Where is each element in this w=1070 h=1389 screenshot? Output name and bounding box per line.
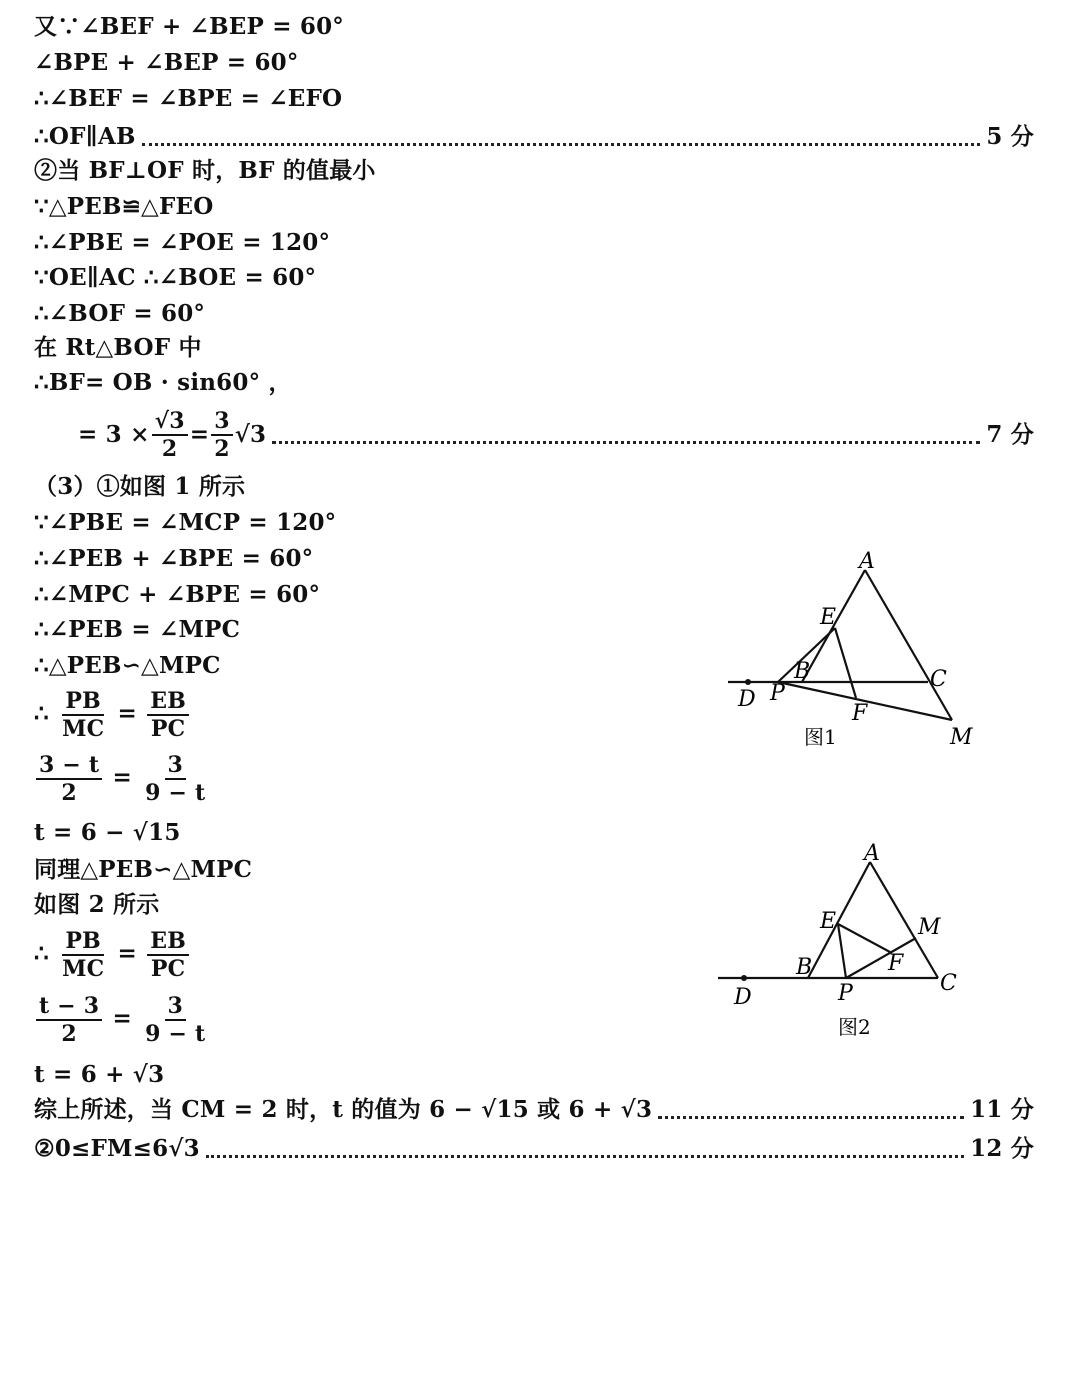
score-12: 12 分 [970, 1135, 1034, 1162]
label-m: M [918, 915, 941, 940]
numerator: 3 [211, 408, 233, 436]
fraction [211, 408, 233, 462]
denominator: PC [150, 716, 186, 742]
figure-2 [710, 838, 970, 1043]
line-02: ∠BPE + ∠BEP = 60° [34, 49, 299, 76]
line-24 [34, 928, 191, 982]
fraction [142, 752, 208, 806]
numerator: 3 [165, 993, 187, 1021]
line-08: ∵OE∥AC ∴∠BOE = 60° [34, 264, 317, 291]
denominator: PC [150, 956, 186, 982]
line-11: ∴BF= OB · sin60° ， [34, 369, 292, 396]
line-27-text: 综上所述，当 CM = 2 时，t 的值为 6 − √15 或 6 + √3 [34, 1096, 653, 1123]
label-e: E [820, 605, 837, 630]
segment-ef [838, 924, 890, 952]
line-10: 在 Rt△BOF 中 [34, 334, 202, 361]
line-14: ∵∠PBE = ∠MCP = 120° [34, 509, 337, 536]
dotted-leader [272, 427, 980, 444]
dotted-leader [206, 1141, 964, 1158]
numerator: PB [62, 688, 104, 716]
figure-1 [720, 548, 990, 763]
label-p: P [770, 681, 785, 706]
line-19 [34, 688, 191, 742]
denominator: 9 − t [145, 1021, 206, 1047]
line-25 [34, 993, 210, 1047]
line-15: ∴∠PEB + ∠BPE = 60° [34, 545, 314, 572]
side-ab [808, 862, 870, 978]
line-12 [78, 408, 1034, 462]
label-f: F [852, 701, 868, 726]
fraction [59, 688, 107, 742]
dotted-leader [658, 1102, 964, 1119]
fraction [147, 688, 189, 742]
numerator: 3 [165, 752, 187, 780]
therefore: ∴ [34, 700, 49, 727]
label-d: D [738, 687, 756, 712]
equals: = [112, 764, 132, 791]
line-17: ∴∠PEB = ∠MPC [34, 616, 241, 643]
equals: = [117, 700, 138, 727]
figure-2-caption: 图2 [838, 1015, 871, 1039]
segment-pm [846, 938, 916, 978]
score-7: 7 分 [986, 421, 1034, 448]
denominator: 2 [61, 1021, 77, 1047]
point-d [745, 679, 751, 685]
label-f: F [888, 951, 904, 976]
fraction [36, 993, 102, 1047]
denominator: 2 [161, 436, 178, 462]
line-03: ∴∠BEF = ∠BPE = ∠EFO [34, 85, 343, 112]
denominator: MC [62, 716, 105, 742]
dotted-leader [142, 129, 981, 146]
numerator: PB [62, 928, 104, 956]
label-a: A [859, 549, 875, 574]
figure-1-caption: 图1 [804, 725, 837, 749]
label-d: D [734, 985, 752, 1010]
line-22: 同理△PEB∽△MPC [34, 856, 253, 883]
label-e: E [820, 909, 837, 934]
line-09: ∴∠BOF = 60° [34, 300, 206, 327]
denominator: 9 − t [145, 780, 206, 806]
line-07: ∴∠PBE = ∠POE = 120° [34, 229, 331, 256]
side-ac [865, 570, 930, 682]
equals: = [117, 940, 138, 967]
line-28-text: ②0≤FM≤6√3 [34, 1135, 200, 1162]
numerator: EB [147, 928, 189, 956]
line-28 [34, 1134, 1034, 1164]
numerator: EB [147, 688, 189, 716]
equals: = [112, 1005, 132, 1032]
line-05: ②当 BF⊥OF 时，BF 的值最小 [34, 157, 376, 184]
line-23: 如图 2 所示 [34, 891, 160, 918]
label-m: M [950, 725, 973, 750]
segment-ep [838, 924, 846, 978]
fraction [59, 928, 107, 982]
line-21: t = 6 − √15 [34, 819, 181, 846]
label-b: B [796, 955, 813, 980]
line-27 [34, 1095, 1034, 1125]
label-b: B [794, 659, 811, 684]
numerator: √3 [152, 408, 188, 436]
label-c: C [930, 667, 947, 692]
line-18: ∴△PEB∽△MPC [34, 652, 221, 679]
line-06: ∵△PEB≌△FEO [34, 193, 214, 220]
fraction [36, 752, 102, 806]
label-a: A [864, 841, 880, 866]
line-20 [34, 752, 210, 806]
line-01: 又∵∠BEF + ∠BEP = 60° [34, 13, 344, 40]
line-26: t = 6 + √3 [34, 1061, 165, 1088]
point-d [741, 975, 747, 981]
denominator: 2 [214, 436, 230, 462]
line-12-post: √3 [234, 421, 267, 448]
line-04 [34, 122, 1034, 152]
score-5: 5 分 [986, 123, 1034, 150]
denominator: 2 [61, 780, 77, 806]
fraction [147, 928, 189, 982]
fraction [152, 408, 188, 462]
score-11: 11 分 [970, 1096, 1034, 1123]
numerator: t − 3 [36, 993, 102, 1021]
label-p: P [838, 981, 853, 1006]
therefore: ∴ [34, 940, 49, 967]
line-16: ∴∠MPC + ∠BPE = 60° [34, 581, 321, 608]
segment-ef [835, 628, 856, 698]
label-c: C [940, 971, 957, 996]
fraction [142, 993, 208, 1047]
equals: = [189, 421, 210, 448]
numerator: 3 − t [36, 752, 102, 780]
line-13: （3）①如图 1 所示 [34, 473, 246, 500]
line-04-text: ∴OF∥AB [34, 123, 136, 150]
line-12-pre: = 3 × [78, 421, 150, 448]
denominator: MC [62, 956, 105, 982]
